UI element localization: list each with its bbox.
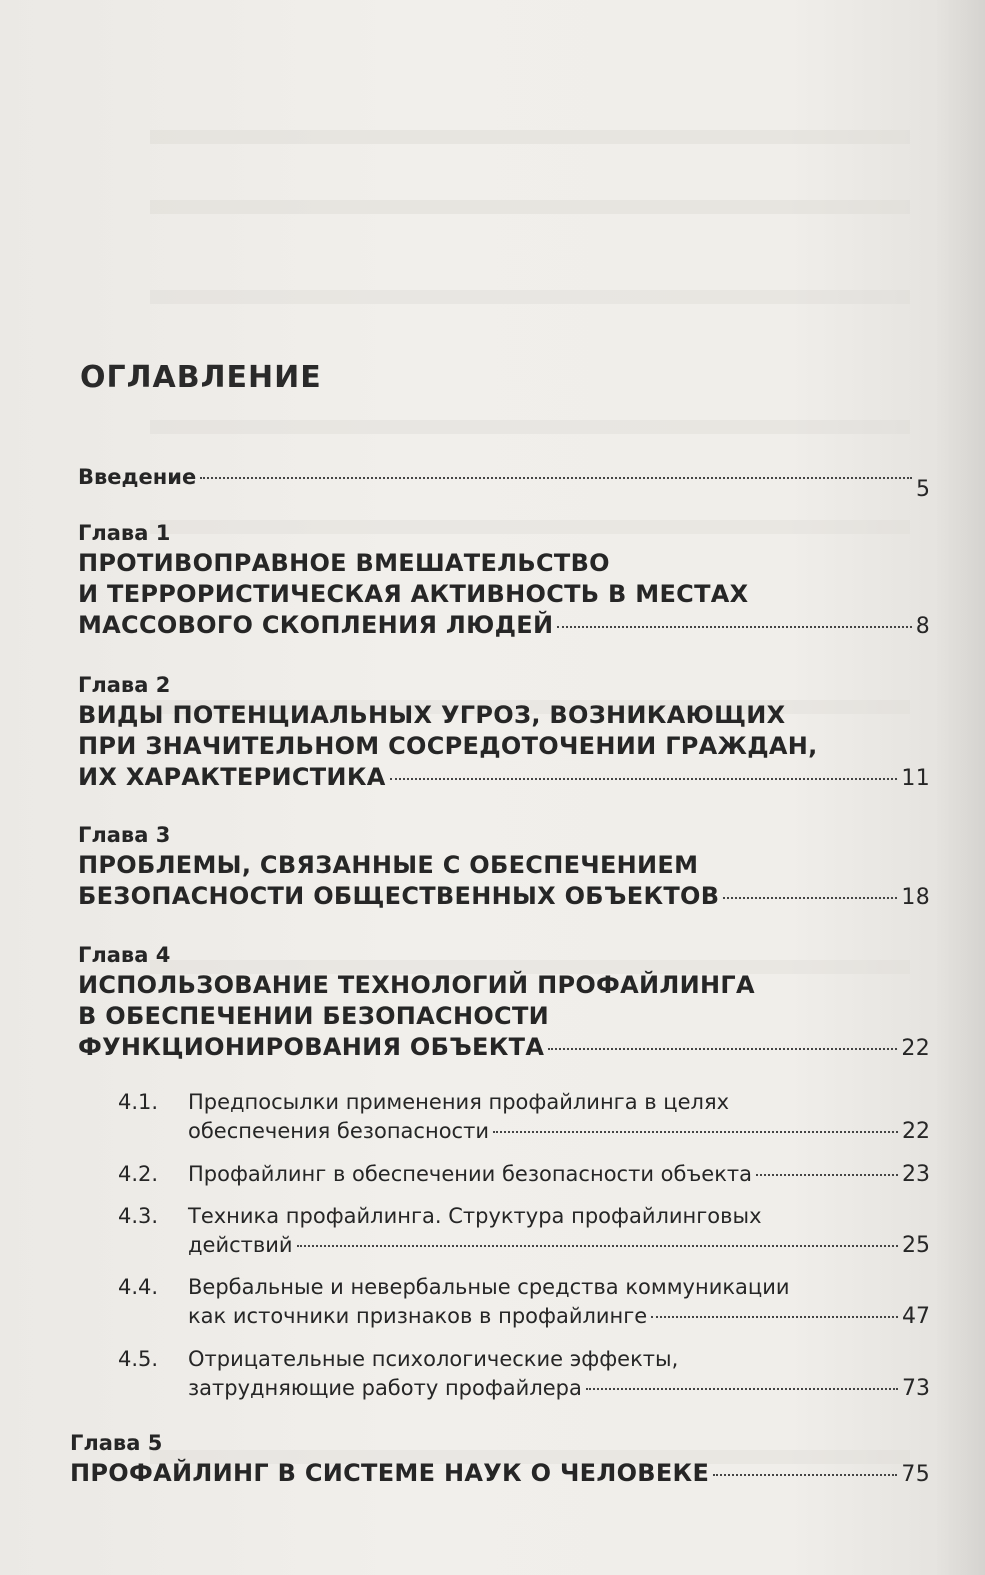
page-number: 25 — [902, 1233, 930, 1258]
section-title-line: Вербальные и невербальные средства коммуникации — [188, 1275, 790, 1299]
section-title-line: как источники признаков в профайлинге — [188, 1304, 648, 1328]
page-number: 73 — [902, 1376, 930, 1401]
section-title-line: Профайлинг в обеспечении безопасности объекта — [188, 1162, 752, 1186]
chapter-title-line: ПРОБЛЕМЫ, СВЯЗАННЫЕ С ОБЕСПЕЧЕНИЕМ — [78, 851, 699, 879]
section-title-line: Техника профайлинга. Структура профайлинговых — [188, 1204, 762, 1228]
dot-leader — [723, 897, 897, 899]
toc-chapter-3[interactable] — [78, 820, 930, 913]
section-number: 4.2. — [118, 1162, 159, 1186]
chapter-title-line: ПРОТИВОПРАВНОЕ ВМЕШАТЕЛЬСТВО — [78, 549, 610, 577]
toc-section-4-4[interactable] — [118, 1273, 930, 1331]
chapter-label: Глава 3 — [78, 823, 171, 847]
toc-section-4-5[interactable] — [118, 1345, 930, 1403]
page-number: 47 — [902, 1304, 930, 1329]
dot-leader — [493, 1131, 898, 1133]
toc-section-4-2[interactable] — [118, 1160, 930, 1189]
chapter-title-line: И ТЕРРОРИСТИЧЕСКАЯ АКТИВНОСТЬ В МЕСТАХ — [78, 580, 749, 608]
dot-leader — [651, 1316, 898, 1318]
chapter-title-line: ВИДЫ ПОТЕНЦИАЛЬНЫХ УГРОЗ, ВОЗНИКАЮЩИХ — [78, 701, 786, 729]
chapter-title-line: ПРОФАЙЛИНГ В СИСТЕМЕ НАУК О ЧЕЛОВЕКЕ — [70, 1459, 710, 1487]
page-number: 5 — [916, 477, 930, 502]
section-number: 4.5. — [118, 1347, 159, 1371]
page-number: 18 — [901, 885, 930, 910]
section-title-line: Отрицательные психологические эффекты, — [188, 1347, 679, 1371]
chapter-title-line: МАССОВОГО СКОПЛЕНИЯ ЛЮДЕЙ — [78, 611, 554, 639]
page-number: 11 — [901, 766, 930, 791]
page-number: 22 — [902, 1119, 930, 1144]
section-number: 4.1. — [118, 1090, 159, 1114]
page-number: 23 — [902, 1162, 930, 1187]
dot-leader — [713, 1474, 897, 1476]
dot-leader — [586, 1388, 898, 1390]
toc-section-4-1[interactable] — [118, 1088, 930, 1146]
chapter-label: Глава 5 — [70, 1431, 163, 1455]
dot-leader — [200, 477, 912, 479]
chapter-title-line: ПРИ ЗНАЧИТЕЛЬНОМ СОСРЕДОТОЧЕНИИ ГРАЖДАН, — [78, 732, 818, 760]
toc-chapter-2[interactable] — [78, 670, 930, 794]
toc-title: ОГЛАВЛЕНИЕ — [80, 360, 322, 395]
section-title-line: затрудняющие работу профайлера — [188, 1376, 582, 1400]
dot-leader — [548, 1048, 897, 1050]
section-title-line: Предпосылки применения профайлинга в целях — [188, 1090, 730, 1114]
section-title-line: действий — [188, 1233, 293, 1257]
chapter-label: Глава 4 — [78, 943, 171, 967]
toc-chapter-5[interactable] — [70, 1428, 930, 1490]
section-number: 4.4. — [118, 1275, 159, 1299]
toc-section-4-3[interactable] — [118, 1202, 930, 1260]
page-number: 75 — [901, 1462, 930, 1487]
dot-leader — [297, 1245, 898, 1247]
page-number: 22 — [901, 1036, 930, 1061]
chapter-label: Глава 1 — [78, 521, 171, 545]
dot-leader — [390, 778, 898, 780]
toc-chapter-1[interactable] — [78, 518, 930, 642]
chapter-title-line: В ОБЕСПЕЧЕНИИ БЕЗОПАСНОСТИ — [78, 1002, 550, 1030]
page-edge-shadow — [935, 0, 985, 1575]
chapter-title-line: ИСПОЛЬЗОВАНИЕ ТЕХНОЛОГИЙ ПРОФАЙЛИНГА — [78, 971, 755, 999]
dot-leader — [756, 1174, 898, 1176]
chapter-title-line: ФУНКЦИОНИРОВАНИЯ ОБЪЕКТА — [78, 1033, 545, 1061]
chapter-title-line: ИХ ХАРАКТЕРИСТИКА — [78, 763, 386, 791]
toc-entry-label: Введение — [78, 465, 197, 489]
chapter-title-line: БЕЗОПАСНОСТИ ОБЩЕСТВЕННЫХ ОБЪЕКТОВ — [78, 882, 720, 910]
dot-leader — [557, 626, 911, 628]
toc-chapter-4[interactable] — [78, 940, 930, 1064]
chapter-label: Глава 2 — [78, 673, 171, 697]
section-number: 4.3. — [118, 1204, 159, 1228]
section-title-line: обеспечения безопасности — [188, 1119, 489, 1143]
page-number: 8 — [915, 614, 930, 639]
toc-entry-intro[interactable] — [78, 462, 930, 502]
